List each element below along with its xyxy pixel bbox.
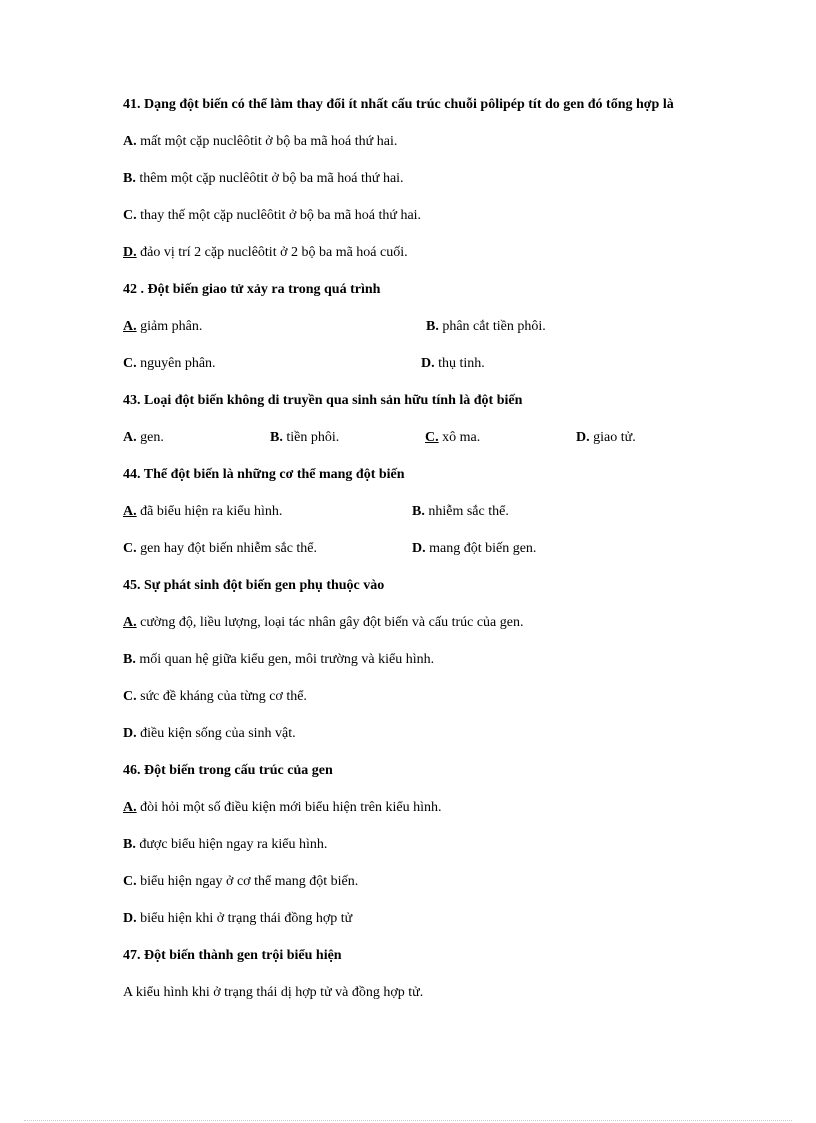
option-43-a	[123, 429, 270, 447]
option-label: D.	[576, 430, 590, 445]
option-label: D.	[123, 911, 137, 926]
option-label: D.	[421, 356, 435, 371]
option-text: giảm phân.	[136, 319, 203, 334]
option-42-b	[426, 318, 546, 336]
option-row	[123, 540, 693, 558]
option-text: biểu hiện khi ở trạng thái đồng hợp tử	[136, 911, 353, 926]
option-41-d	[123, 244, 693, 262]
option-label: C.	[123, 874, 137, 889]
option-text: đảo vị trí 2 cặp nuclêôtit ở 2 bộ ba mã hoá cuối.	[136, 245, 408, 260]
question-41	[123, 96, 693, 114]
option-46-c	[123, 873, 693, 891]
option-text: tiền phôi.	[282, 430, 340, 445]
question-43	[123, 392, 693, 410]
option-text: cường độ, liều lượng, loại tác nhân gây đột biến và cấu trúc của gen.	[136, 615, 524, 630]
option-text: gen hay đột biến nhiễm sắc thể.	[136, 541, 318, 556]
option-45-a	[123, 614, 693, 632]
option-label: B.	[123, 837, 136, 852]
option-label: C.	[123, 689, 137, 704]
option-label: C.	[123, 356, 137, 371]
option-41-b	[123, 170, 693, 188]
question-number: 43.	[123, 393, 141, 408]
option-text: giao tử.	[589, 430, 636, 445]
option-text: nhiễm sắc thể.	[424, 504, 509, 519]
option-43-b	[270, 429, 425, 447]
option-43-c	[425, 429, 576, 447]
option-text: biểu hiện ngay ở cơ thể mang đột biến.	[136, 874, 359, 889]
document-page	[123, 96, 693, 1021]
option-label: B.	[412, 504, 425, 519]
option-label: B.	[123, 652, 136, 667]
option-44-c	[123, 540, 412, 558]
option-41-c	[123, 207, 693, 225]
option-42-a	[123, 318, 426, 336]
option-label: C.	[123, 208, 137, 223]
option-42-d	[421, 355, 485, 373]
question-text: Đột biến trong cấu trúc của gen	[140, 763, 333, 778]
correct-option-label: D.	[123, 245, 137, 260]
option-text: gen.	[136, 430, 164, 445]
question-number: 42 .	[123, 282, 144, 297]
question-text: Loại đột biến không di truyền qua sinh sản hữu tính là đột biến	[140, 393, 523, 408]
option-row	[123, 429, 693, 447]
question-text: Đột biến giao tử xảy ra trong quá trình	[144, 282, 381, 297]
option-text: mất một cặp nuclêôtit ở bộ ba mã hoá thứ hai.	[136, 134, 398, 149]
question-number: 46.	[123, 763, 141, 778]
question-number: 44.	[123, 467, 141, 482]
option-text: phân cắt tiền phôi.	[438, 319, 546, 334]
option-43-d	[576, 429, 636, 447]
option-42-c	[123, 355, 421, 373]
option-label: C.	[123, 541, 137, 556]
correct-option-label: A.	[123, 504, 137, 519]
option-44-b	[412, 503, 509, 521]
option-text: được biểu hiện ngay ra kiểu hình.	[135, 837, 328, 852]
option-label: D.	[412, 541, 426, 556]
correct-option-label: C.	[425, 430, 439, 445]
option-text: điều kiện sống của sinh vật.	[136, 726, 296, 741]
option-label: B.	[123, 171, 136, 186]
option-41-a	[123, 133, 693, 151]
option-label: B.	[426, 319, 439, 334]
option-text: kiểu hình khi ở trạng thái dị hợp tử và đồng hợp tử.	[132, 985, 424, 1000]
question-47	[123, 947, 693, 965]
option-44-d	[412, 540, 536, 558]
question-text: Sự phát sinh đột biến gen phụ thuộc vào	[140, 578, 385, 593]
correct-option-label: A.	[123, 615, 137, 630]
question-number: 41.	[123, 97, 141, 112]
option-text: mang đột biến gen.	[425, 541, 537, 556]
correct-option-label: A.	[123, 800, 137, 815]
option-label: A.	[123, 430, 137, 445]
question-45	[123, 577, 693, 595]
option-text: đòi hỏi một số điều kiện mới biểu hiện trên kiểu hình.	[136, 800, 442, 815]
option-label: B.	[270, 430, 283, 445]
option-label: D.	[123, 726, 137, 741]
option-46-d	[123, 910, 693, 928]
option-text: xô ma.	[438, 430, 481, 445]
option-45-c	[123, 688, 693, 706]
question-number: 47.	[123, 948, 141, 963]
option-47-a	[123, 984, 693, 1002]
option-text: thụ tinh.	[434, 356, 485, 371]
option-label: A	[123, 985, 133, 1000]
question-42	[123, 281, 693, 299]
option-45-d	[123, 725, 693, 743]
question-text: Dạng đột biến có thể làm thay đổi ít nhất cấu trúc chuỗi pôlipép tít do gen đó tổng hợp là	[140, 97, 674, 112]
question-44	[123, 466, 693, 484]
option-text: thêm một cặp nuclêôtit ở bộ ba mã hoá thứ hai.	[135, 171, 404, 186]
correct-option-label: A.	[123, 319, 137, 334]
option-text: mối quan hệ giữa kiểu gen, môi trường và kiểu hình.	[135, 652, 435, 667]
question-text: Thể đột biến là những cơ thể mang đột biến	[140, 467, 405, 482]
question-text: Đột biến thành gen trội biểu hiện	[140, 948, 342, 963]
option-text: thay thế một cặp nuclêôtit ở bộ ba mã hoá thứ hai.	[136, 208, 422, 223]
page-bottom-divider	[24, 1120, 792, 1121]
option-label: A.	[123, 134, 137, 149]
option-text: sức đề kháng của từng cơ thể.	[136, 689, 307, 704]
option-46-b	[123, 836, 693, 854]
option-45-b	[123, 651, 693, 669]
option-46-a	[123, 799, 693, 817]
option-text: đã biểu hiện ra kiểu hình.	[136, 504, 283, 519]
option-row	[123, 318, 693, 336]
option-row	[123, 503, 693, 521]
option-text: nguyên phân.	[136, 356, 216, 371]
question-46	[123, 762, 693, 780]
option-row	[123, 355, 693, 373]
option-44-a	[123, 503, 412, 521]
question-number: 45.	[123, 578, 141, 593]
